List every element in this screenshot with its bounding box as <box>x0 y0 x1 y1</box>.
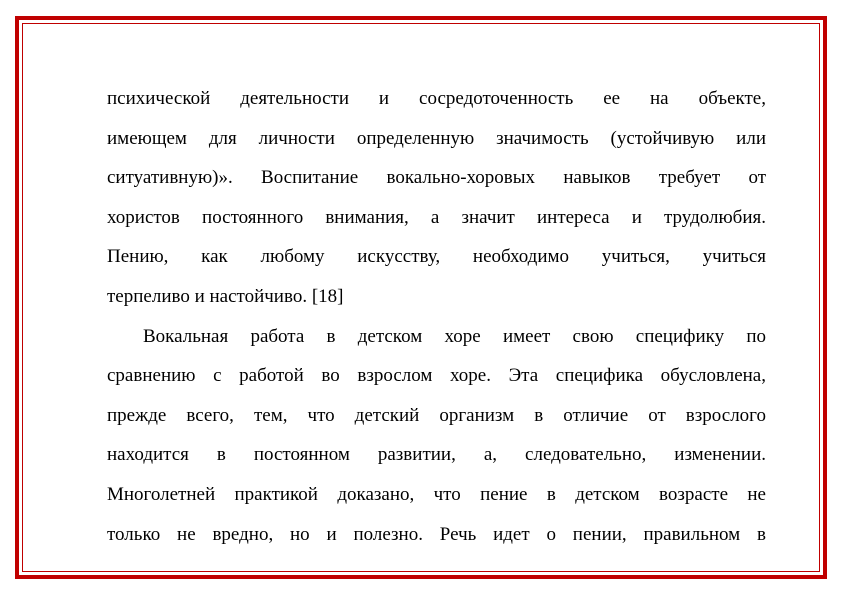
text-line: сравнению с работой во взрослом хоре. Эта специфика обусловлена, <box>107 365 766 387</box>
text-line: ситуативную)». Воспитание вокально-хоровых навыков требует от <box>107 167 766 189</box>
document-body <box>107 85 766 560</box>
text-line: хористов постоянного внимания, а значит интереса и трудолюбия. <box>107 206 766 228</box>
text-line: только не вредно, но и полезно. Речь идет о пении, правильном в <box>107 523 766 545</box>
text-line: прежде всего, тем, что детский организм в отличие от взрослого <box>107 404 766 426</box>
text-line: Пению, как любому искусству, необходимо учиться, учиться <box>107 246 766 268</box>
text-line: Многолетней практикой доказано, что пение в детском возрасте не <box>107 483 766 505</box>
text-line: психической деятельности и сосредоточенность ее на объекте, <box>107 88 766 109</box>
paragraph-first-line: Вокальная работа в детском хоре имеет свою специфику по <box>143 325 766 347</box>
text-line: находится в постоянном развитии, а, следовательно, изменении. <box>107 444 766 466</box>
text-line: имеющем для личности определенную значимость (устойчивую или <box>107 127 766 149</box>
paragraph-end-line: терпеливо и настойчиво. [18] <box>107 285 344 307</box>
